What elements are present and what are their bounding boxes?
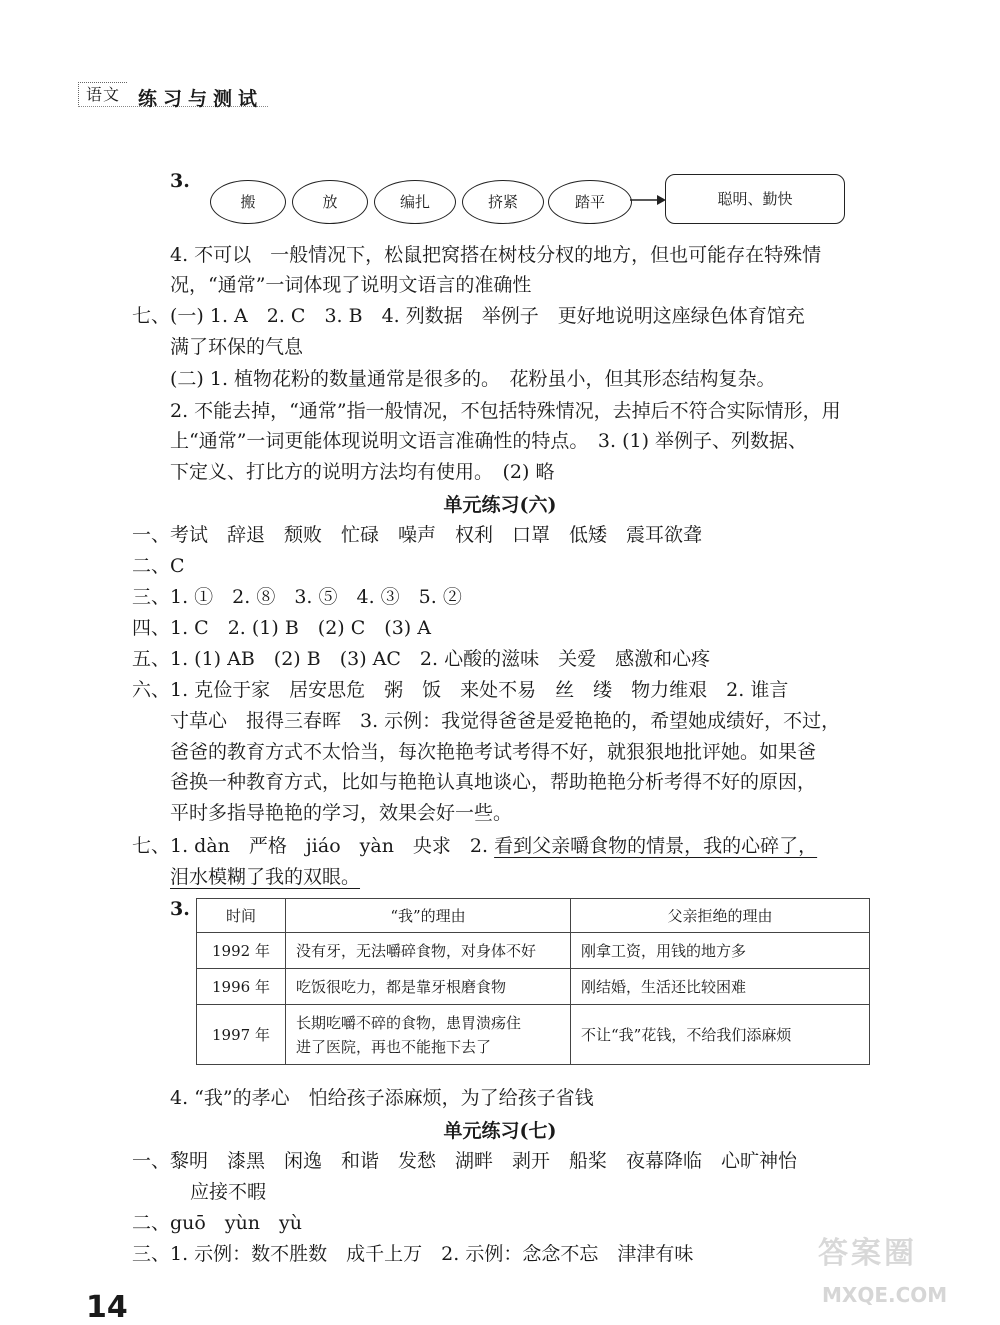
flow-arrow-icon bbox=[630, 190, 666, 210]
flow-oval-1: 搬 bbox=[210, 180, 286, 224]
answer-line: 四、1. C 2. (1) B (2) C (3) A bbox=[132, 617, 431, 639]
section-title-unit7: 单元练习(七) bbox=[443, 1120, 557, 1142]
answer-line: 寸草心 报得三春晖 3. 示例：我觉得爸爸是爱艳艳的，希望她成绩好，不过， bbox=[170, 710, 841, 732]
answer-line: 2. 不能去掉，“通常”指一般情况，不包括特殊情况，去掉后不符合实际情形，用 bbox=[170, 400, 841, 422]
answer-line: 况，“通常”一词体现了说明文语言的准确性 bbox=[170, 274, 532, 296]
table-cell-reason-line: 进了医院，再也不能拖下去了 bbox=[296, 1037, 492, 1056]
section-title-unit6: 单元练习(六) bbox=[443, 494, 557, 516]
header-title: 练习与测试 bbox=[138, 88, 264, 110]
answer-text: 七、1. dàn 严格 jiáo yàn 央求 2. bbox=[132, 835, 495, 857]
answer-line: 平时多指导艳艳的学习，效果会好一些。 bbox=[170, 802, 513, 824]
table-cell-reason: 没有牙，无法嚼碎食物，对身体不好 bbox=[286, 933, 571, 969]
answer-line: 六、1. 克俭于家 居安思危 粥 饭 来处不易 丝 缕 物力维艰 2. 谁言 bbox=[132, 679, 789, 701]
flow-oval-2: 放 bbox=[292, 180, 368, 224]
reasons-table bbox=[196, 898, 870, 1065]
table-row bbox=[197, 933, 870, 969]
flow-oval-4: 挤紧 bbox=[462, 180, 544, 224]
answer-line: 应接不暇 bbox=[190, 1181, 267, 1203]
watermark-logo: 答案圈 bbox=[818, 1236, 917, 1271]
table-header-cell: 父亲拒绝的理由 bbox=[571, 899, 870, 933]
flow-oval-5: 踏平 bbox=[548, 180, 632, 224]
answer-line: 爸换一种教育方式，比如与艳艳认真地谈心，帮助艳艳分析考得不好的原因， bbox=[170, 771, 817, 793]
table-cell-year: 1996 年 bbox=[197, 969, 286, 1005]
answer-line: 一、黎明 漆黑 闲逸 和谐 发愁 湖畔 剥开 船桨 夜幕降临 心旷神怡 bbox=[132, 1150, 798, 1172]
table-cell-refuse: 不让“我”花钱，不给我们添麻烦 bbox=[571, 1005, 870, 1065]
page-number: 14 bbox=[86, 1290, 128, 1325]
table-cell-reason bbox=[286, 1005, 571, 1065]
table-number: 3. bbox=[170, 898, 190, 920]
table-cell-refuse: 刚结婚，生活还比较困难 bbox=[571, 969, 870, 1005]
watermark-url: MXQE.COM bbox=[822, 1283, 948, 1307]
flow-oval-3: 编扎 bbox=[374, 180, 456, 224]
answer-line bbox=[132, 831, 817, 861]
table-row bbox=[197, 1005, 870, 1065]
table-header-cell: 时间 bbox=[197, 899, 286, 933]
answer-line: 五、1. (1) AB (2) B (3) AC 2. 心酸的滋味 关爱 感激和心疼 bbox=[132, 648, 711, 670]
flow-number: 3. bbox=[170, 170, 190, 192]
table-cell-refuse: 刚拿工资，用钱的地方多 bbox=[571, 933, 870, 969]
subject-label: 语文 bbox=[78, 82, 127, 107]
answer-line: 满了环保的气息 bbox=[170, 336, 304, 358]
answer-line: 二、C bbox=[132, 555, 185, 577]
table-cell-year: 1997 年 bbox=[197, 1005, 286, 1065]
answer-line: 一、考试 辞退 颓败 忙碌 噪声 权利 口罩 低矮 震耳欲聋 bbox=[132, 524, 703, 546]
table-cell-reason: 吃饭很吃力，都是靠牙根磨食物 bbox=[286, 969, 571, 1005]
underlined-answer: 看到父亲嚼食物的情景，我的心碎了， bbox=[494, 835, 818, 857]
answer-line: 4. “我”的孝心 怕给孩子添麻烦，为了给孩子省钱 bbox=[170, 1087, 594, 1109]
table-header-cell: “我”的理由 bbox=[286, 899, 571, 933]
table-row bbox=[197, 969, 870, 1005]
answer-line: 三、1. ① 2. ⑧ 3. ⑤ 4. ③ 5. ② bbox=[132, 586, 462, 608]
answer-line: 下定义、打比方的说明方法均有使用。 (2) 略 bbox=[170, 461, 555, 483]
flow-result-box: 聪明、勤快 bbox=[665, 174, 845, 224]
answer-line: 爸爸的教育方式不太恰当，每次艳艳考试考得不好，就狠狠地批评她。如果爸 bbox=[170, 741, 817, 763]
table-header-row bbox=[197, 899, 870, 933]
underlined-answer: 泪水模糊了我的双眼。 bbox=[170, 866, 361, 888]
answer-line: 二、guō yùn yù bbox=[132, 1212, 303, 1234]
table-cell-reason-line: 长期吃嚼不碎的食物，患胃溃疡住 bbox=[296, 1013, 522, 1032]
answer-line: 七、(一) 1. A 2. C 3. B 4. 列数据 举例子 更好地说明这座绿色体育馆充 bbox=[132, 305, 805, 327]
answer-line: (二) 1. 植物花粉的数量通常是很多的。 花粉虽小，但其形态结构复杂。 bbox=[170, 368, 776, 390]
answer-line: 4. 不可以 一般情况下，松鼠把窝搭在树枝分杈的地方，但也可能存在特殊情 bbox=[170, 244, 822, 266]
answer-line: 三、1. 示例：数不胜数 成千上万 2. 示例：念念不忘 津津有味 bbox=[132, 1243, 694, 1265]
answer-line: 上“通常”一词更能体现说明文语言准确性的特点。 3. (1) 举例子、列数据、 bbox=[170, 430, 808, 452]
table-cell-year: 1992 年 bbox=[197, 933, 286, 969]
